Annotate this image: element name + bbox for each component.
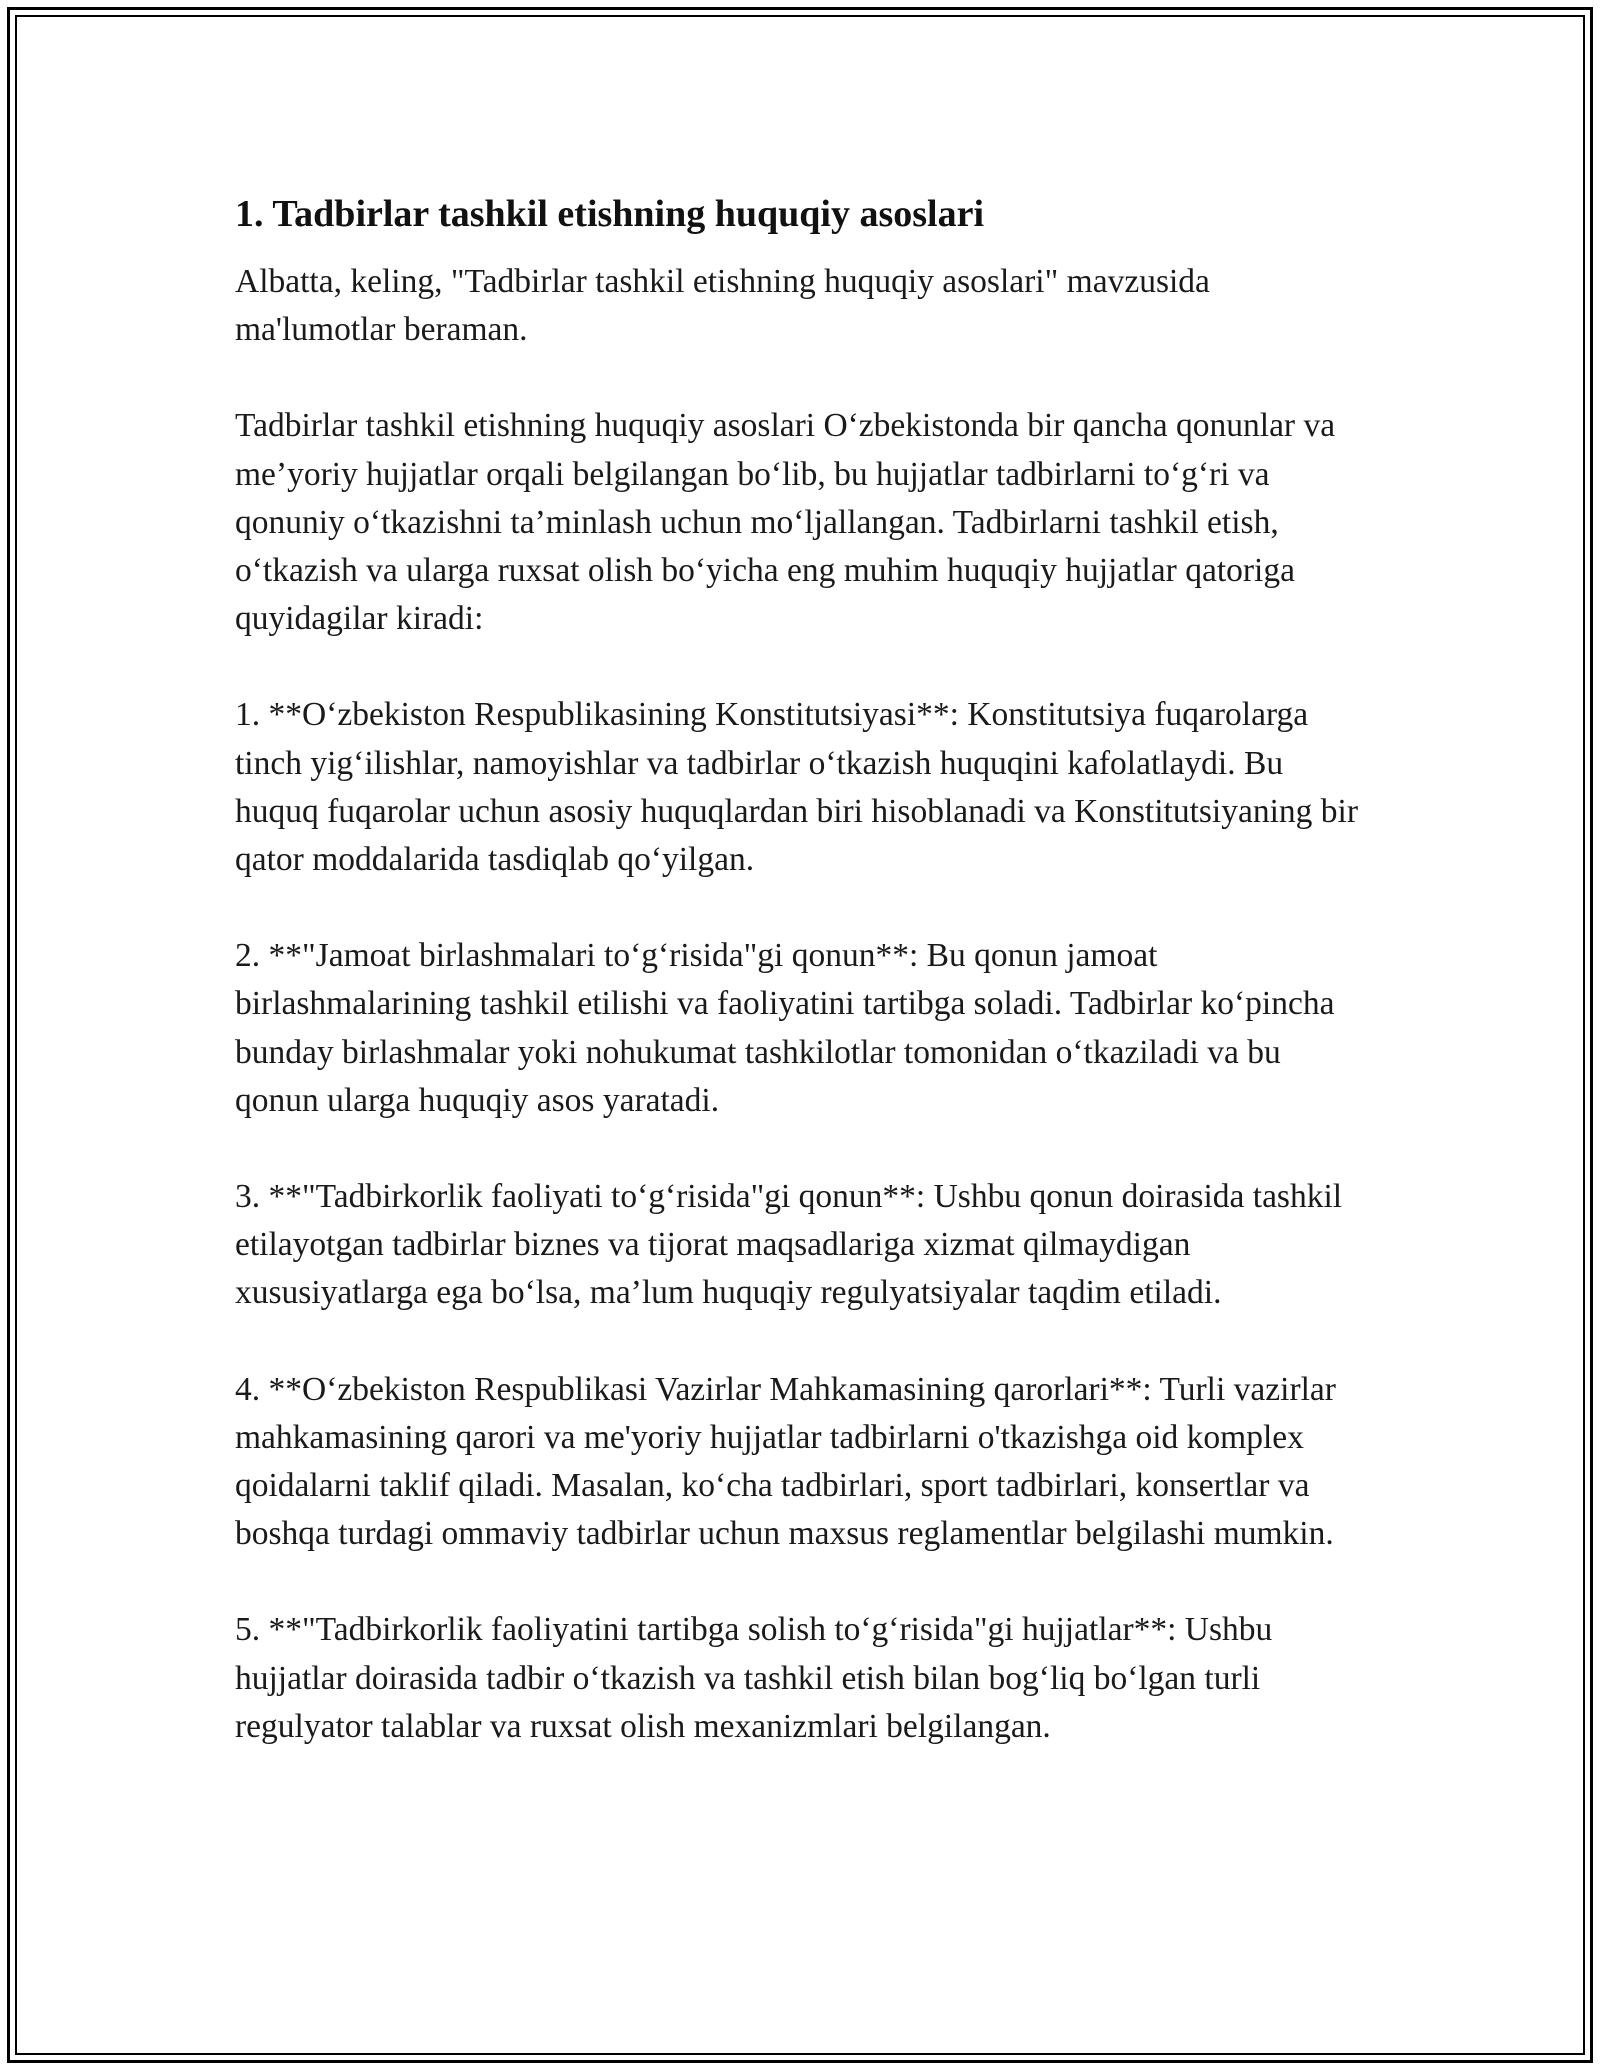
list-item-cabinet-resolutions: 4. **O‘zbekiston Respublikasi Vazirlar Mahkamasining qarorlari**: Turli vazirlar mahkamasining qarori va me'yoriy hujjatlar tadbirlarni o'tkazishga oid komplex qoidalarni taklif qiladi. Masalan, ko‘cha tadbirlari, sport tadbirlari, konsertlar va boshqa turdagi ommaviy tadbirlar uchun maxsus reglamentlar belgilashi mumkin. (235, 1370, 1336, 1553)
list-item-regulation-documents: 5. **"Tadbirkorlik faoliyatini tartibga solish to‘g‘risida"gi hujjatlar**: Ushbu hujjatlar doirasida tadbir o‘tkazish va tashkil etish bilan bog‘liq bo‘lgan turli regulyator talablar va ruxsat olish mexanizmlari belgilangan. (235, 1611, 1273, 1745)
intro-paragraph: Albatta, keling, "Tadbirlar tashkil etishning huquqiy asoslari" mavzusida ma'lumotlar beraman. (235, 263, 1210, 349)
list-item-public-associations-law: 2. **"Jamoat birlashmalari to‘g‘risida"gi qonun**: Bu qonun jamoat birlashmalarining tashkil etilishi va faoliyatini tartibga soladi. Tadbirlar ko‘pincha bunday birlashmalar yoki nohukumat tashkilotlar tomonidan o‘tkaziladi va bu qonun ularga huquqiy asos yaratadi. (235, 937, 1335, 1119)
list-item-constitution: 1. **O‘zbekiston Respublikasining Konstitutsiyasi**: Konstitutsiya fuqarolarga tinch yig‘ilishlar, namoyishlar va tadbirlar o‘tkazish huquqini kafolatlaydi. Bu huquq fuqarolar uchun asosiy huquqlardan biri hisoblanadi va Konstitutsiyaning bir qator moddalarida tasdiqlab qo‘yilgan. (235, 696, 1358, 879)
overview-paragraph: Tadbirlar tashkil etishning huquqiy asoslari O‘zbekistonda bir qancha qonunlar va me’yoriy hujjatlar orqali belgilangan bo‘lib, bu hujjatlar tadbirlarni to‘g‘ri va qonuniy o‘tkazishni ta’minlash uchun mo‘ljallangan. Tadbirlarni tashkil etish, o‘tkazish va ularga ruxsat olish bo‘yicha eng muhim huquqiy hujjatlar qatoriga quyidagilar kiradi: (235, 407, 1336, 638)
list-item-entrepreneurship-law: 3. **"Tadbirkorlik faoliyati to‘g‘risida"gi qonun**: Ushbu qonun doirasida tashkil etilayotgan tadbirlar biznes va tijorat maqsadlariga xizmat qilmaydigan xususiyatlarga ega bo‘lsa, ma’lum huquqiy regulyatsiyalar taqdim etiladi. (235, 1178, 1343, 1312)
document-title: 1. Tadbirlar tashkil etishning huquqiy asoslari (235, 193, 985, 235)
document-body (235, 190, 1365, 1799)
